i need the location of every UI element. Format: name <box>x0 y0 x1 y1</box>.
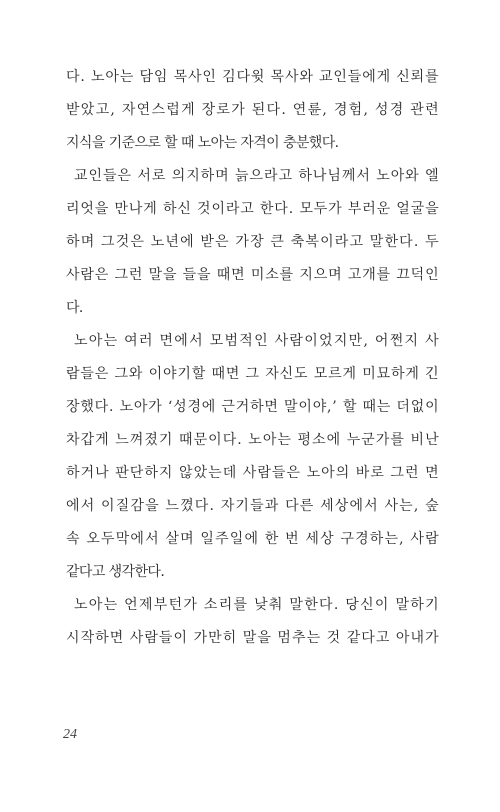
page-number: 24 <box>63 727 77 742</box>
text-line: 장했다. 노아가 ‘성경에 근거하면 말이야,’ 할 때는 더없이 <box>66 399 440 415</box>
text-line: 교인들은 서로 의지하며 늙으라고 하나님께서 노아와 엘 <box>74 168 440 184</box>
text-line: 지식을 기준으로 할 때 노아는 자격이 충분했다. <box>66 135 339 151</box>
text-line: 차갑게 느껴졌기 때문이다. 노아는 평소에 누군가를 비난 <box>66 432 440 448</box>
body-text <box>66 68 438 662</box>
text-line: 다. <box>66 300 83 316</box>
text-line: 시작하면 사람들이 가만히 말을 멈추는 것 같다고 아내가 <box>66 630 440 646</box>
text-line: 에서 이질감을 느꼈다. 자기들과 다른 세상에서 사는, 숲 <box>66 498 440 514</box>
text-line: 하며 그것은 노년에 받은 가장 큰 축복이라고 말한다. 두 <box>66 234 440 250</box>
text-line: 리엇을 만나게 하신 것이라고 한다. 모두가 부러운 얼굴을 <box>66 201 440 217</box>
text-line: 같다고 생각한다. <box>66 564 165 580</box>
text-line: 사람은 그런 말을 들을 때면 미소를 지으며 고개를 끄덕인 <box>66 267 440 283</box>
text-line: 받았고, 자연스럽게 장로가 된다. 연륜, 경험, 성경 관련 <box>66 102 440 118</box>
text-line: 노아는 여러 면에서 모범적인 사람이었지만, 어쩐지 사 <box>74 333 440 349</box>
text-line: 노아는 언제부턴가 소리를 낮춰 말한다. 당신이 말하기 <box>74 597 440 613</box>
text-line: 하거나 판단하지 않았는데 사람들은 노아의 바로 그런 면 <box>66 465 440 481</box>
text-line: 속 오두막에서 살며 일주일에 한 번 세상 구경하는, 사람 <box>66 531 440 547</box>
text-line: 다. 노아는 담임 목사인 김다윗 목사와 교인들에게 신뢰를 <box>66 69 440 85</box>
text-line: 람들은 그와 이야기할 때면 그 자신도 모르게 미묘하게 긴 <box>66 366 440 382</box>
